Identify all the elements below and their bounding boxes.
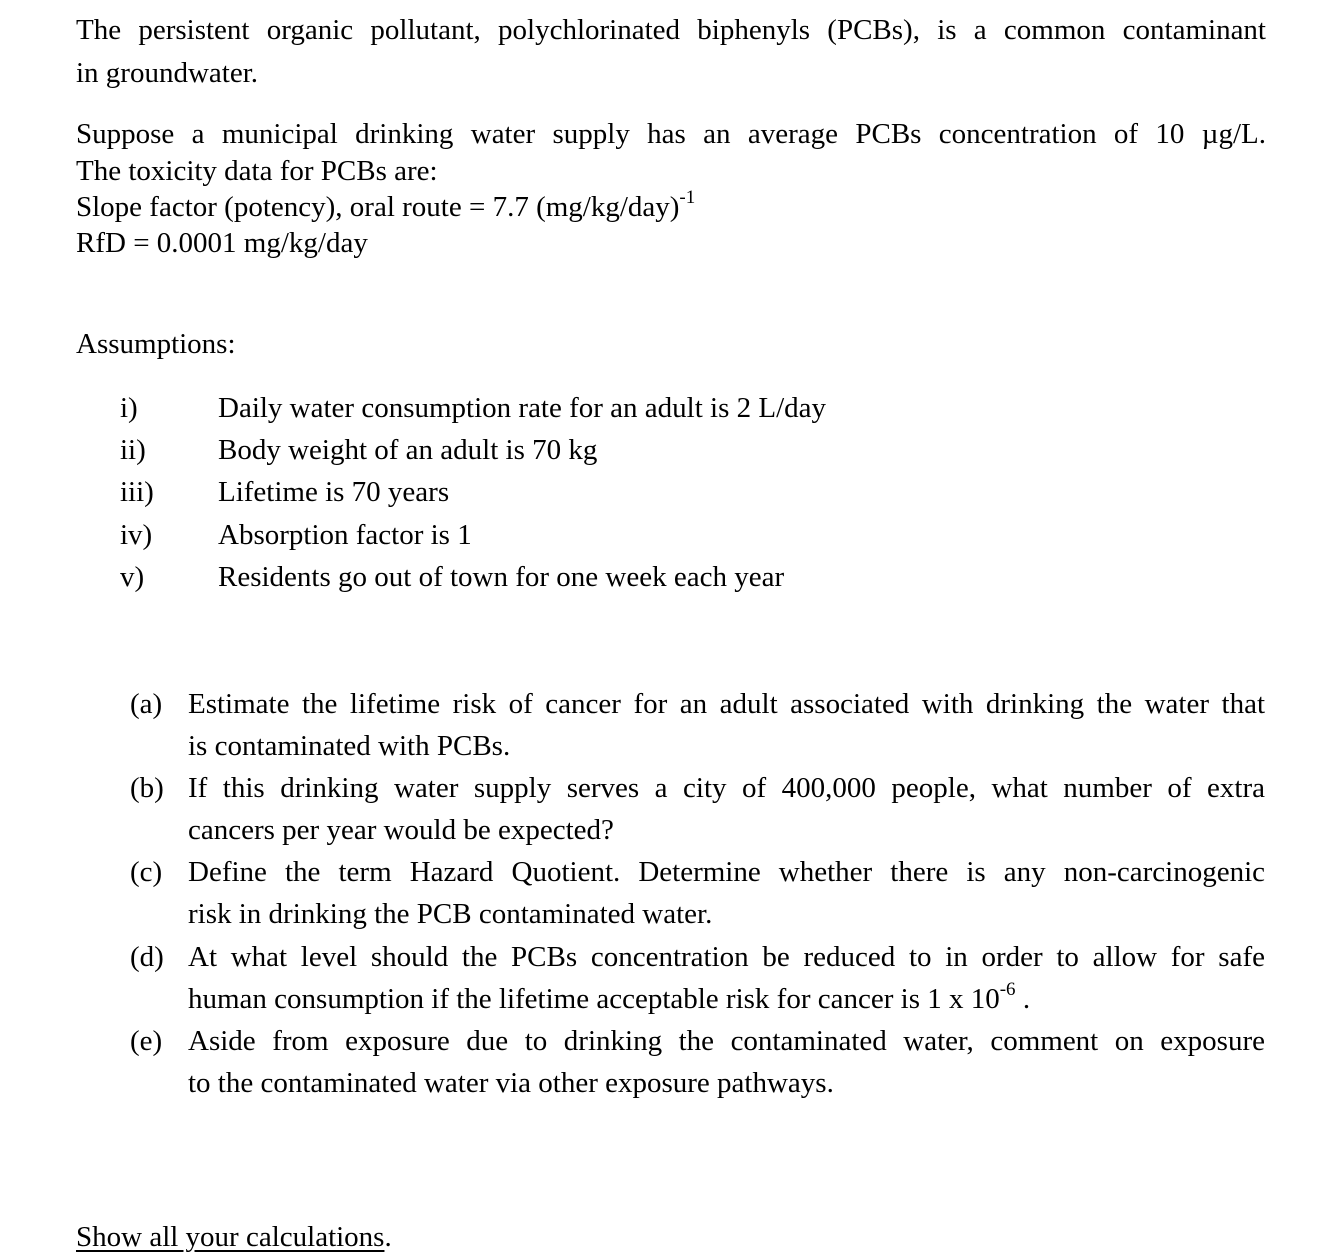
question-c xyxy=(188,851,1265,935)
question-marker: (d) xyxy=(130,941,164,973)
question-line: Aside from exposure due to drinking the contaminated water, comment on exposure xyxy=(188,1025,1265,1057)
question-line: risk in drinking the PCB contaminated water. xyxy=(188,898,713,930)
question-b xyxy=(188,767,1265,851)
exponent: -6 xyxy=(999,979,1016,1001)
question-marker: (a) xyxy=(130,688,163,720)
question-marker: (b) xyxy=(130,772,164,804)
footer-tail: . xyxy=(384,1221,392,1253)
question-a xyxy=(188,683,1265,767)
question-line: Define the term Hazard Quotient. Determine whether there is any non-carcinogenic xyxy=(188,856,1265,888)
question-line: If this drinking water supply serves a city of 400,000 people, what number of extra xyxy=(188,772,1265,804)
question-line-text: human consumption if the lifetime acceptable risk for cancer is 1 x 10 xyxy=(188,983,1000,1015)
question-marker: (e) xyxy=(130,1025,163,1057)
assumption-marker: iv) xyxy=(120,519,153,551)
assumption-marker: ii) xyxy=(120,434,146,466)
slope-factor-text: Slope factor (potency), oral route = 7.7 (mg/kg/day) xyxy=(76,191,680,223)
question-line: is contaminated with PCBs. xyxy=(188,730,511,762)
assumption-text: Body weight of an adult is 70 kg xyxy=(218,434,598,466)
intro-line-2: in groundwater. xyxy=(76,57,259,89)
rfd-line: RfD = 0.0001 mg/kg/day xyxy=(76,227,368,259)
assumption-marker: iii) xyxy=(120,476,154,508)
question-line xyxy=(188,979,1031,1015)
slope-factor-exponent: -1 xyxy=(679,187,696,209)
question-line-tail: . xyxy=(1015,983,1031,1015)
question-line: cancers per year would be expected? xyxy=(188,814,614,846)
assumption-text: Absorption factor is 1 xyxy=(218,519,472,551)
question-e xyxy=(188,1020,1265,1104)
question-line: At what level should the PCBs concentration be reduced to in order to allow for safe xyxy=(188,941,1265,973)
intro-line-1: The persistent organic pollutant, polychlorinated biphenyls (PCBs), is a common contaminant xyxy=(76,14,1266,46)
question-line: Estimate the lifetime risk of cancer for an adult associated with drinking the water that xyxy=(188,688,1265,720)
assumption-text: Residents go out of town for one week each year xyxy=(218,561,785,593)
assumption-marker: i) xyxy=(120,392,138,424)
question-marker: (c) xyxy=(130,856,163,888)
footer-instruction xyxy=(76,1219,392,1255)
footer-underlined-text: Show all your calculations xyxy=(76,1221,385,1253)
scenario-line-1: Suppose a municipal drinking water supply has an average PCBs concentration of 10 µg/L. xyxy=(76,118,1266,150)
slope-factor-line xyxy=(76,189,695,225)
question-line: to the contaminated water via other exposure pathways. xyxy=(188,1067,834,1099)
scenario-line-2: The toxicity data for PCBs are: xyxy=(76,155,438,187)
assumption-text: Daily water consumption rate for an adult is 2 L/day xyxy=(218,392,827,424)
assumptions-heading: Assumptions: xyxy=(76,328,236,360)
question-d xyxy=(188,936,1265,1020)
assumption-text: Lifetime is 70 years xyxy=(218,476,450,508)
assumption-marker: v) xyxy=(120,561,145,593)
